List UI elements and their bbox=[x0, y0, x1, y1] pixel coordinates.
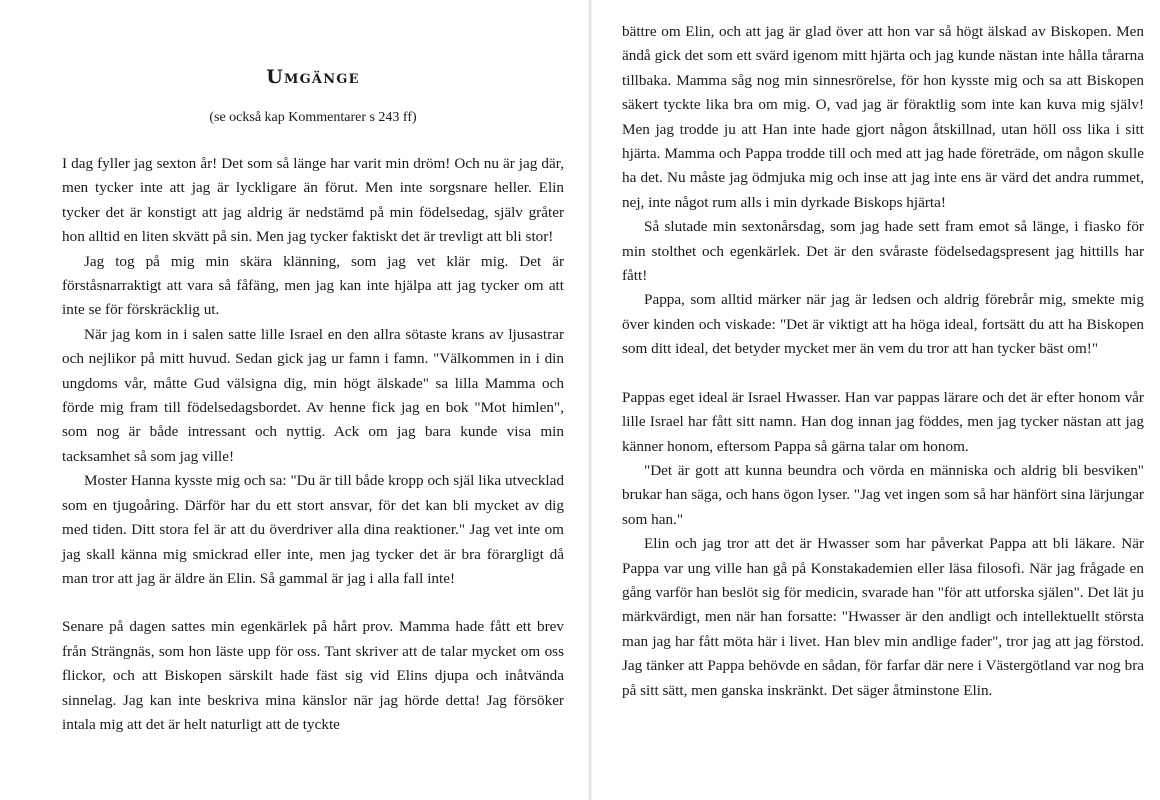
paragraph: Jag tog på mig min skära klänning, som jag vet klär mig. Det är förståsnarraktigt att vara så fåfäng, men jag kan inte hjälpa att jag tycker om att inte se för förskräcklig ut. bbox=[62, 252, 564, 319]
paragraph: Elin och jag tror att det är Hwasser som har påverkat Pappa att bli läkare. När Pappa var ung ville han gå på Konstakademien eller läsa filosofi. När jag frågade en gång varför han beslöt sig för medicin, svarade han "för att utforska själen". Det lät ju märkvärdigt, men när han forsatte: "Hwasser är den andligt och intellektuellt största man jag har fått möta här i livet. Han blev min andlige fader", tror jag att jag förstod. Jag tänker att Pappa behövde en sådan, för farfar där nere i Västergötland var nog bra på sitt sätt, men ganska inskränkt. Det säger åtminstone Elin. bbox=[622, 535, 1144, 699]
paragraph: När jag kom in i salen satte lille Israel en den allra sötaste krans av ljusastrar och nejlikor på mitt huvud. Sedan gick jag ur famn i famn. "Välkommen in i din ungdoms vår, måtte Gud välsigna dig, min högt älskade" sa lilla Mamma och förde mig fram till födelsedagsbordet. Av henne fick jag en bok "Mot himlen", som nog är både intressant och nyttig. Ack om jag bara kunde visa min tacksamhet så som jag ville! bbox=[62, 325, 564, 465]
paragraph: Senare på dagen sattes min egenkärlek på hårt prov. Mamma hade fått ett brev från Strängnäs, som hon läste upp för oss. Tant skriver att de talar mycket om oss flickor, och att Biskopen särskilt hade fäst sig vid Elins djupa och inåtvända sinnelag. Jag kan inte beskriva mina känslor när jag hörde detta! Jag försöker intala mig att det är helt naturligt att de tyckte bbox=[62, 618, 564, 733]
paragraph: I dag fyller jag sexton år! Det som så länge har varit min dröm! Och nu är jag där, men tycker inte att jag är lyckligare än förut. Men inte sorgsnare heller. Elin tycker det är konstigt att jag aldrig är nedstämd på min födelsedag, själv gråter hon alltid en liten skvätt på sin. Men jag tycker faktiskt det är trevligt att bli stor! bbox=[62, 155, 564, 246]
paragraph: "Det är gott att kunna beundra och vörda en människa och aldrig bli besviken" brukar han säga, och hans ögon lyser. "Jag vet ingen som så har hänfört sina lärjungar som han." bbox=[622, 461, 1144, 528]
paragraph: Pappas eget ideal är Israel Hwasser. Han var pappas lärare och det är efter honom vår lille Israel har fått sitt namn. Han dog innan jag föddes, men jag tycker nästan att jag känner honom, eftersom Pappa så gärna talar om honom. bbox=[622, 388, 1144, 455]
right-page bbox=[590, 0, 1160, 800]
paragraph: bättre om Elin, och att jag är glad över att hon var så högt älskad av Biskopen. Men ändå gick det som ett svärd igenom mitt hjärta och jag kunde nästan inte hålla tårarna tillbaka. Mamma såg nog min sinnesrörelse, för hon kysste mig och sa att Biskopen säkert tyckte lika bra om mig. O, vad jag är föraktlig som inte kan kuva mig själv! Men jag trodde ju att Han inte hade gjort någon åtskillnad, utan höll oss lika i sitt hjärta. Mamma och Pappa trodde till och med att jag hade företräde, om någon skulle ha det. Nu måste jag ödmjuka mig och inse att jag inte ens är värd det andra rummet, nej, inte något rum alls i min dyrkade Biskops hjärta! bbox=[622, 23, 1144, 211]
chapter-subtitle: (se också kap Kommentarer s 243 ff) bbox=[209, 110, 417, 125]
paragraph: Moster Hanna kysste mig och sa: "Du är till både kropp och själ lika utvecklad som en tjugoåring. Därför har du ett stort ansvar, för det kan bli mycket av dig med tiden. Ditt stora fel är att du överdriver alla dina reaktioner." Jag vet inte om jag skall känna mig smickrad eller inte, men jag tycker det är bra förargligt då man tror att jag är äldre än Elin. Så gammal är jag i alla fall inte! bbox=[62, 472, 564, 587]
paragraph: Pappa, som alltid märker när jag är ledsen och aldrig förebrår mig, smekte mig över kinden och viskade: "Det är viktigt att ha höga ideal, fortsätt du att ha Biskopen som ditt ideal, det betyder mycket mer än vem du tror att han tycker bäst om!" bbox=[622, 291, 1144, 358]
paragraph: Så slutade min sextonårsdag, som jag hade sett fram emot så länge, i fiasko för min stolthet och egenkärlek. Det är den svåraste födelsedagspresent jag hittills har fått! bbox=[622, 218, 1144, 285]
chapter-title: Umgänge bbox=[266, 66, 360, 88]
